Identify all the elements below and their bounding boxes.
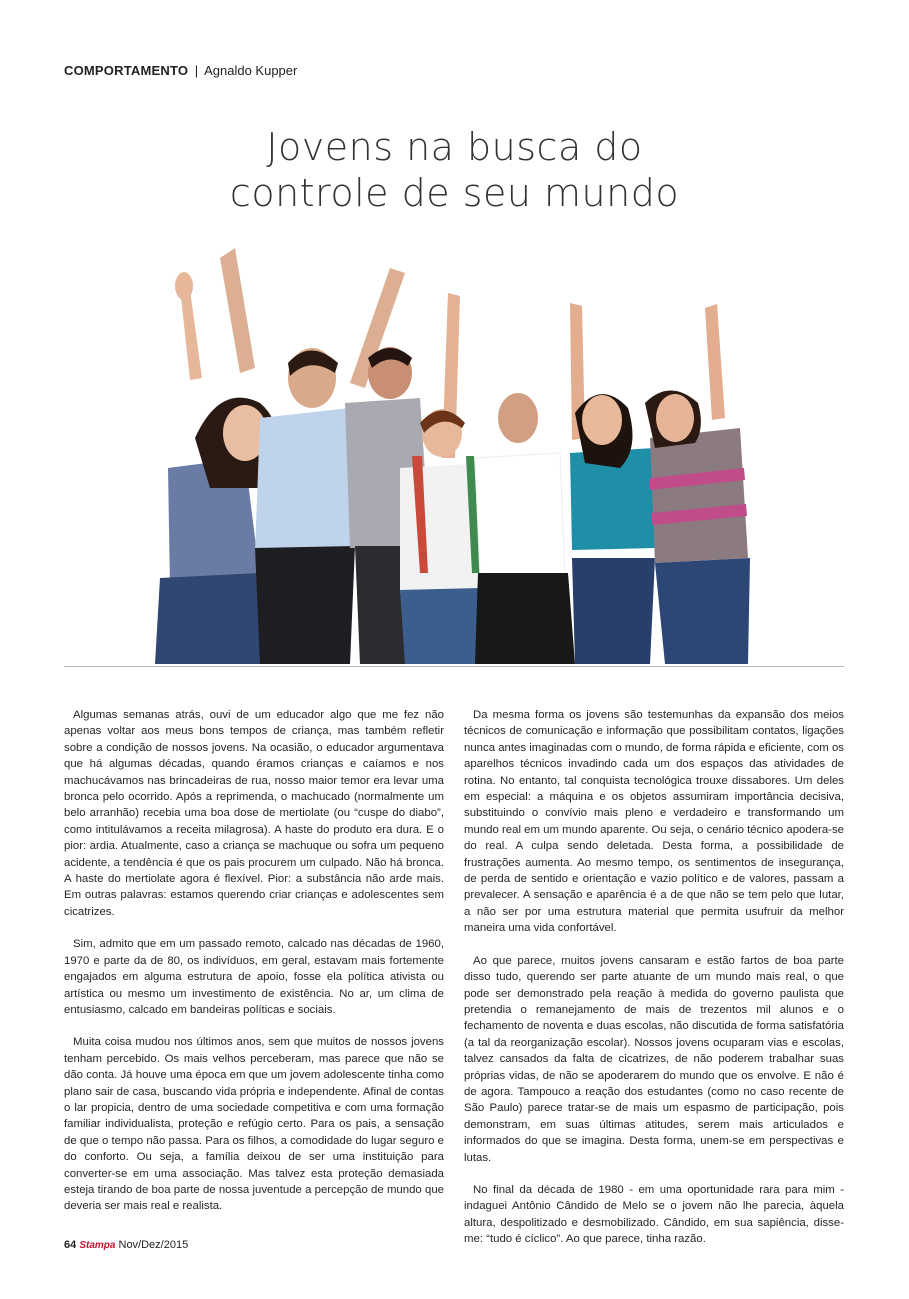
- article-title: [0, 124, 909, 216]
- article-column-left: [64, 707, 444, 1231]
- header-separator: |: [194, 63, 199, 78]
- page-footer: [64, 1239, 188, 1251]
- person-4: [400, 293, 485, 664]
- author-name: Agnaldo Kupper: [204, 63, 298, 78]
- article-column-right: [464, 707, 844, 1264]
- person-6: [570, 303, 655, 664]
- person-7: [645, 304, 750, 664]
- group-photo: [150, 228, 770, 664]
- magazine-logo: Stampa: [79, 1240, 116, 1251]
- title-line-1: Jovens na busca do: [266, 125, 643, 169]
- issue-date: Nov/Dez/2015: [118, 1239, 189, 1251]
- article-header: [64, 63, 297, 78]
- paragraph: Muita coisa mudou nos últimos anos, sem que muitos de nossos jovens tenham percebido. Os mais velhos perceberam, mas parece que não se dão conta. Já houve uma época em que um jovem adolescente tinha como plano sair de casa, buscando vida própria e independente. Afinal de contas o lar propicia, dentro de uma sociedade competitiva e com uma formação familiar individualista, proteção e refúgio certo. Para os pais, a sensação de que o tempo não passa. Para os filhos, a comodidade do lugar seguro e do conforto. Ou seja, a família deixou de ser uma instituição para converter-se em uma associação. Mas talvez esta proteção demasiada esteja tirando de boa parte de nossa juventude a percepção de mundo que deveria ser mais real e realista.: [64, 1036, 444, 1213]
- page-number: 64: [64, 1239, 77, 1251]
- paragraph: No final da década de 1980 - em uma oportunidade rara para mim - indaguei Antônio Cândido de Melo se o jovem não lhe parecia, àquela altura, despolitizado e desmobilizado. Cândido, em sua sapiência, disse-me: “tudo é cíclico”. Ao que parece, tinha razão.: [464, 1183, 844, 1246]
- paragraph: Ao que parece, muitos jovens cansaram e estão fartos de boa parte disso tudo, querendo ser parte atuante de um mundo mais real, o que pode ser demonstrado pela reação à medida do governo paulista que pretendia o remanejamento de mais de trezentos mil alunos e o fechamento de noventa e duas escolas, não discutida de forma satisfatória (a tal da reorganização escolar). Nossos jovens ocuparam vias e escolas, talvez cansados da falta de cicatrizes, de não poderem trabalhar suas próprias vidas, de não se apoderarem do mundo que os envolve. E não é de agora. Tampouco a reação dos estudantes (como no caso recente de São Paulo) parece tratar-se de mais um espasmo de participação, pois demonstram, em suas últimas atitudes, serem mais articulados e informados do que se imagina. Desta forma, unem-se em perspectivas e lutas.: [464, 954, 844, 1164]
- paragraph: Sim, admito que em um passado remoto, calcado nas décadas de 1960, 1970 e parte da de 80, os indivíduos, em geral, estavam mais fortemente engajados em alguma estrutura de apoio, fosse ela política ativista ou artística ou mesmo um investimento de existência. No ar, um clima de entusiasmo, calcado em bandeiras políticas e sociais.: [64, 938, 444, 1016]
- section-divider: [64, 666, 844, 667]
- paragraph: Algumas semanas atrás, ouvi de um educador algo que me fez não apenas voltar aos meus bons tempos de criança, mas também refletir sobre a condição de nossos jovens. Na ocasião, o educador argumentava que há algumas décadas, quando éramos crianças e caíamos e nos machucávamos nas brincadeiras de rua, nosso maior temor era levar uma bronca pelo ocorrido. Após a reprimenda, o machucado (normalmente um belo arranhão) recebia uma boa dose de mertiolate (ou “cuspe do diabo”, como intitulávamos a receita milagrosa). A haste do produto era dura. E o pior: ardia. Atualmente, caso a criança se machuque ou sofra um pequeno acidente, a tendência é que os pais procurem um culpado. Não há bronca. A haste do mertiolate agora é flexível. Pior: a substância não arde mais. Em outras palavras: estamos querendo criar crianças e adolescentes sem cicatrizes.: [64, 709, 444, 918]
- paragraph: Da mesma forma os jovens são testemunhas da expansão dos meios técnicos de comunicação e informação que possibilitam contatos, ligações nunca antes imaginadas com o mundo, de forma rápida e eficiente, com os aparelhos técnicos invadindo cada um dos espaços das atividades de rotina. No entanto, tal conquista tecnológica trouxe dissabores. Um deles em especial: a máquina e os objetos assumiram importância decisiva, substituindo o convívio mais pleno e verdadeiro e transformando um mundo real em um mundo aparente. Ou seja, o cenário técnico apodera-se do real. A culpa sendo deletada. Desta forma, a possibilidade de frustrações aumenta. Ao mesmo tempo, os sentimentos de insegurança, de perda de sentido e orientação e vazio político e de valores, passam a prevalecer. A sensação e aparência é a de que não se tem pelo que lutar, a não ser por uma estrutura material que permita usufruir da melhor maneira uma vida confortável.: [464, 709, 844, 935]
- person-5: [475, 393, 575, 664]
- title-line-2: controle de seu mundo: [229, 171, 680, 215]
- section-label: COMPORTAMENTO: [64, 63, 189, 78]
